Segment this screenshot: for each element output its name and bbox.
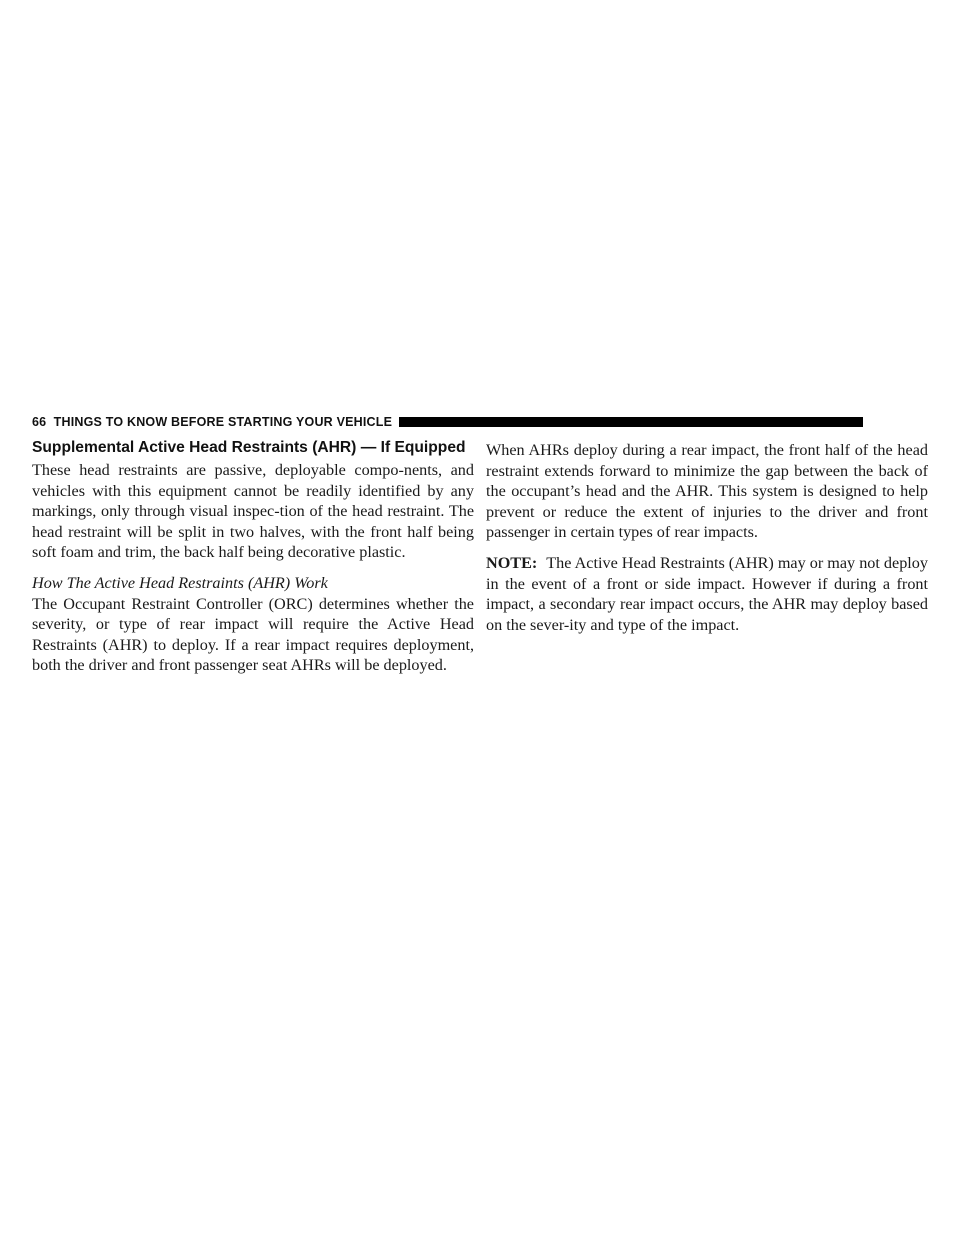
chapter-title: THINGS TO KNOW BEFORE STARTING YOUR VEHICLE [53, 415, 393, 429]
page-number: 66 [32, 415, 47, 429]
right-column [486, 440, 928, 645]
note-text: The Active Head Restraints (AHR) may or may not deploy in the event of a front or side impact. However if during a front impact, a secondary rear impact occurs, the AHR may deploy based on the sever-ity and type of the impact. [486, 553, 928, 634]
note-label: NOTE: [486, 553, 538, 572]
page-header [32, 414, 863, 430]
intro-paragraph: These head restraints are passive, deployable compo-nents, and vehicles with this equipment cannot be readily identified by any markings, only through visual inspec-tion of the head restraint. The head restraint will be split in two halves, with the front half being soft foam and trim, the back half being decorative plastic. [32, 461, 474, 562]
deployment-paragraph: When AHRs deploy during a rear impact, the front half of the head restraint extends forward to minimize the gap between the back of the occupant’s head and the AHR. This system is designed to help prevent or reduce the extent of injuries to the driver and front passenger in certain types of rear impacts. [486, 441, 928, 542]
how-it-works-paragraph: The Occupant Restraint Controller (ORC) determines whether the severity, or type of rear impact will require the Active Head Restraints (AHR) to deploy. If a rear impact requires deployment, both the driver and front passenger seat AHRs will be deployed. [32, 594, 474, 675]
page-header-label [32, 415, 392, 429]
subheading: How The Active Head Restraints (AHR) Work [32, 573, 328, 592]
left-column [32, 438, 474, 686]
section-title: Supplemental Active Head Restraints (AHR) — If Equipped [32, 439, 466, 456]
header-rule-bar [399, 417, 863, 427]
note-paragraph [486, 553, 928, 635]
